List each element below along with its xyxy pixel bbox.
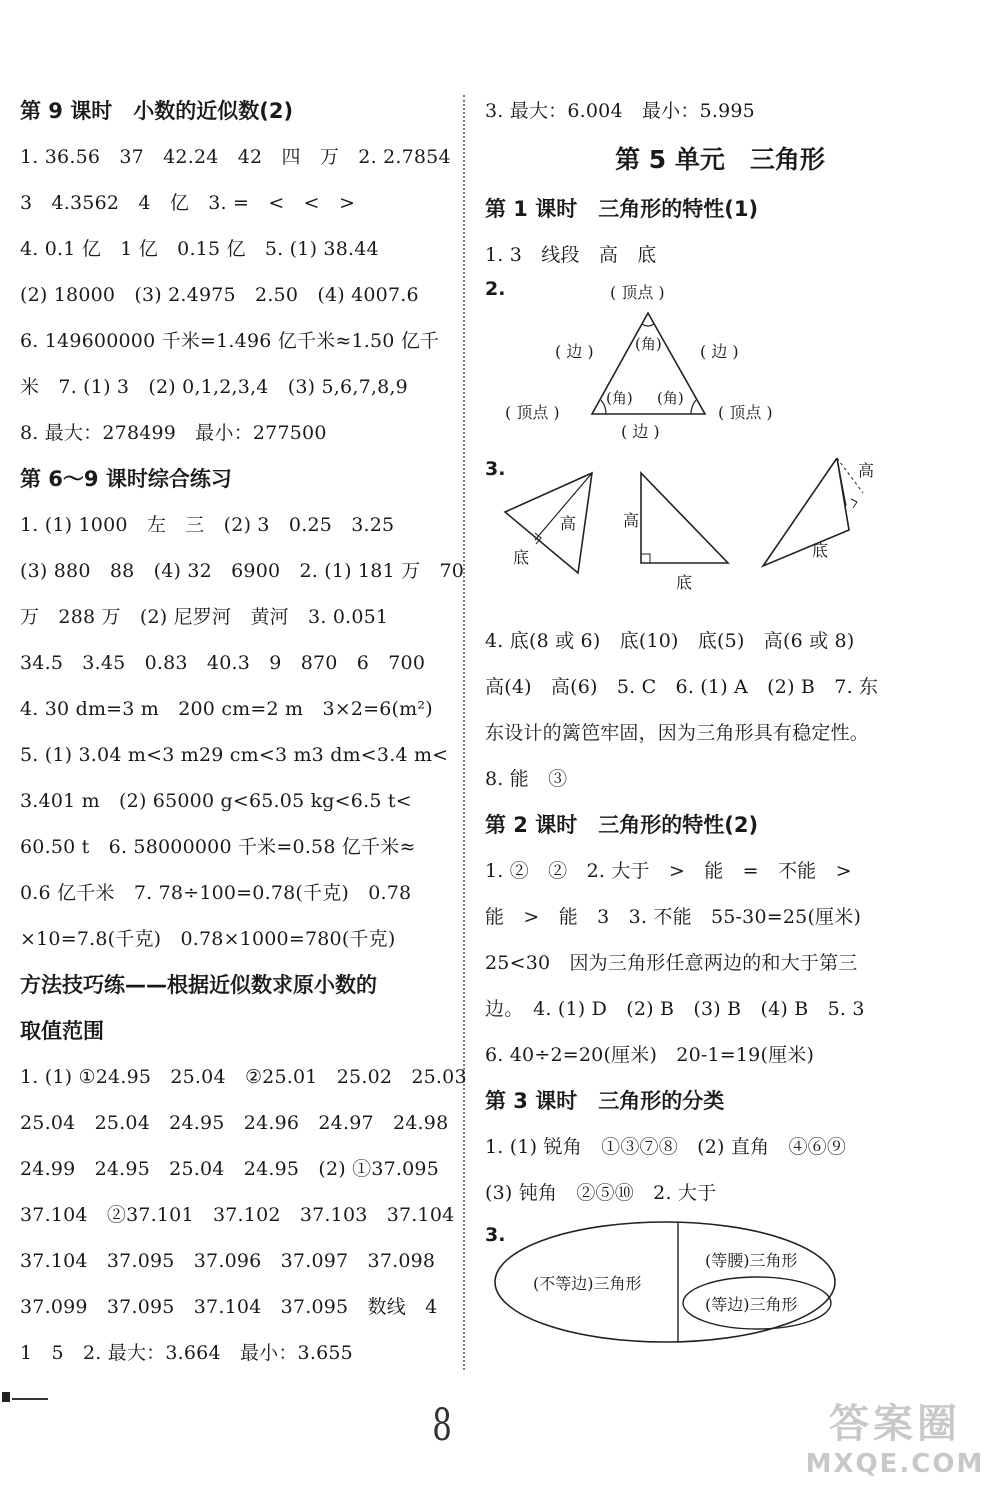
answer-line: 1. 36.56 37 42.24 42 四 万 2. 2.7854: [20, 146, 451, 168]
side-label-right: ( 边 ): [700, 342, 739, 361]
answer-line: 24.99 24.95 25.04 24.95 (2) ①37.095: [20, 1158, 440, 1180]
left-column: [20, 88, 467, 1376]
page-number: 8: [432, 1400, 452, 1451]
answer-line: 3 4.3562 4 亿 3. = < < >: [20, 192, 356, 214]
answer-line: 1. ② ② 2. 大于 > 能 = 不能 >: [485, 860, 852, 882]
answer-line: 1 5 2. 最大：3.664 最小：3.655: [20, 1342, 353, 1364]
column-divider: [463, 95, 465, 1370]
unit-title: 第 5 单元 三角形: [615, 145, 825, 174]
answer-line: 5. (1) 3.04 m<3 m29 cm<3 m3 dm<3.4 m<: [20, 744, 449, 766]
base-label-1: 底: [513, 548, 530, 567]
right-angle-mark-3: [851, 499, 857, 508]
angle-arc-top: [642, 324, 654, 326]
right-angle-mark-2: [641, 554, 650, 563]
lesson-heading: 第 3 课时 三角形的分类: [485, 1089, 725, 1113]
lesson-heading: 第 9 课时 小数的近似数(2): [20, 99, 294, 123]
height-label-1: 高: [560, 514, 577, 533]
answer-line: 8. 能 ③: [485, 768, 568, 790]
triangle-heights-figure: [485, 458, 955, 618]
answer-line: 米 7. (1) 3 (2) 0,1,2,3,4 (3) 5,6,7,8,9: [20, 376, 408, 398]
answer-line: (3) 钝角 ②⑤⑩ 2. 大于: [485, 1182, 717, 1204]
angle-arc-right: [691, 400, 696, 414]
base-label-2: 底: [676, 573, 693, 592]
answer-line: 8. 最大：278499 最小：277500: [20, 422, 327, 444]
answer-line: ×10=7.8(千克) 0.78×1000=780(千克): [20, 928, 396, 950]
answer-line: 4. 30 dm=3 m 200 cm=2 m 3×2=6(m²): [20, 698, 433, 720]
lesson-heading: 方法技巧练——根据近似数求原小数的: [20, 973, 377, 997]
right-column: [485, 88, 955, 1346]
answer-line: 4. 0.1 亿 1 亿 0.15 亿 5. (1) 38.44: [20, 238, 379, 260]
angle-label-top: (角): [635, 335, 662, 353]
triangle-3: [763, 458, 849, 566]
page-corner-mark: [2, 1392, 10, 1402]
answer-line: 37.104 ②37.101 37.102 37.103 37.104: [20, 1204, 455, 1226]
triangle-diagram: [485, 278, 955, 458]
vertex-label-right: ( 顶点 ): [718, 403, 773, 422]
lesson-heading: 第 1 课时 三角形的特性(1): [485, 197, 759, 221]
lesson-heading: 第 2 课时 三角形的特性(2): [485, 813, 759, 837]
watermark-title: 答案圈: [829, 1401, 961, 1447]
answer-line: 4. 底(8 或 6) 底(10) 底(5) 高(6 或 8): [485, 630, 855, 652]
triangle-parts-figure: [485, 278, 955, 458]
answer-line: 3.401 m (2) 65000 g<65.05 kg<6.5 t<: [20, 790, 412, 812]
lesson-heading: 取值范围: [20, 1019, 104, 1043]
answer-line: 1. (1) ①24.95 25.04 ②25.01 25.02 25.03: [20, 1066, 467, 1088]
vertex-label-left: ( 顶点 ): [505, 403, 560, 422]
triangle-2: [641, 473, 728, 563]
answer-line: 1. (1) 锐角 ①③⑦⑧ (2) 直角 ④⑥⑨: [485, 1136, 847, 1158]
equilateral-label: (等边)三角形: [705, 1295, 798, 1314]
base-label-3: 底: [812, 541, 829, 560]
answer-line: 3. 最大：6.004 最小：5.995: [485, 100, 755, 122]
answer-line: 60.50 t 6. 58000000 千米=0.58 亿千米≈: [20, 836, 416, 858]
answer-line: 高(4) 高(6) 5. C 6. (1) A (2) B 7. 东: [485, 676, 879, 698]
vertex-label-top: ( 顶点 ): [610, 283, 665, 302]
question-number: 2.: [485, 278, 506, 300]
height-label-3: 高: [858, 461, 875, 480]
answer-line: (3) 880 88 (4) 32 6900 2. (1) 181 万 70: [20, 560, 465, 582]
answer-line: 东设计的篱笆牢固，因为三角形具有稳定性。: [485, 722, 870, 744]
answer-line: 6. 40÷2=20(厘米) 20-1=19(厘米): [485, 1044, 815, 1066]
answer-line: 1. 3 线段 高 底: [485, 244, 657, 266]
watermark: [800, 1392, 990, 1479]
answer-line: 34.5 3.45 0.83 40.3 9 870 6 700: [20, 652, 426, 674]
answer-line: 6. 149600000 千米=1.496 亿千米≈1.50 亿千: [20, 330, 440, 352]
answer-line: 万 288 万 (2) 尼罗河 黄河 3. 0.051: [20, 606, 389, 628]
answer-line: 25.04 25.04 24.95 24.96 24.97 24.98: [20, 1112, 449, 1134]
answer-line: 边。 4. (1) D (2) B (3) B (4) B 5. 3: [485, 998, 865, 1020]
angle-label-right: (角): [657, 389, 684, 407]
isosceles-label: (等腰)三角形: [705, 1251, 798, 1270]
height-label-2: 高: [623, 511, 640, 530]
lesson-heading: 第 6～9 课时综合练习: [20, 467, 232, 491]
watermark-url: MXQE.COM: [805, 1449, 985, 1479]
side-label-bottom: ( 边 ): [621, 422, 660, 441]
question-number: 3.: [485, 458, 506, 480]
angle-label-left: (角): [606, 389, 633, 407]
page-corner-line: [12, 1398, 48, 1400]
triangle-classification-diagram: [485, 1216, 955, 1346]
side-label-left: ( 边 ): [555, 342, 594, 361]
answer-line: 1. (1) 1000 左 三 (2) 3 0.25 3.25: [20, 514, 395, 536]
question-number: 3.: [485, 1224, 506, 1246]
answer-line: 37.099 37.095 37.104 37.095 数线 4: [20, 1296, 438, 1318]
answer-line: (2) 18000 (3) 2.4975 2.50 (4) 4007.6: [20, 284, 419, 306]
triangles-with-heights: [485, 458, 955, 618]
answer-line: 37.104 37.095 37.096 37.097 37.098: [20, 1250, 436, 1272]
answer-line: 能 > 能 3 3. 不能 55-30=25(厘米): [485, 906, 862, 928]
answer-line: 0.6 亿千米 7. 78÷100=0.78(千克) 0.78: [20, 882, 412, 904]
answer-line: 25<30 因为三角形任意两边的和大于第三: [485, 952, 858, 974]
scalene-label: (不等边)三角形: [533, 1274, 642, 1293]
height-line-3: [837, 458, 846, 506]
